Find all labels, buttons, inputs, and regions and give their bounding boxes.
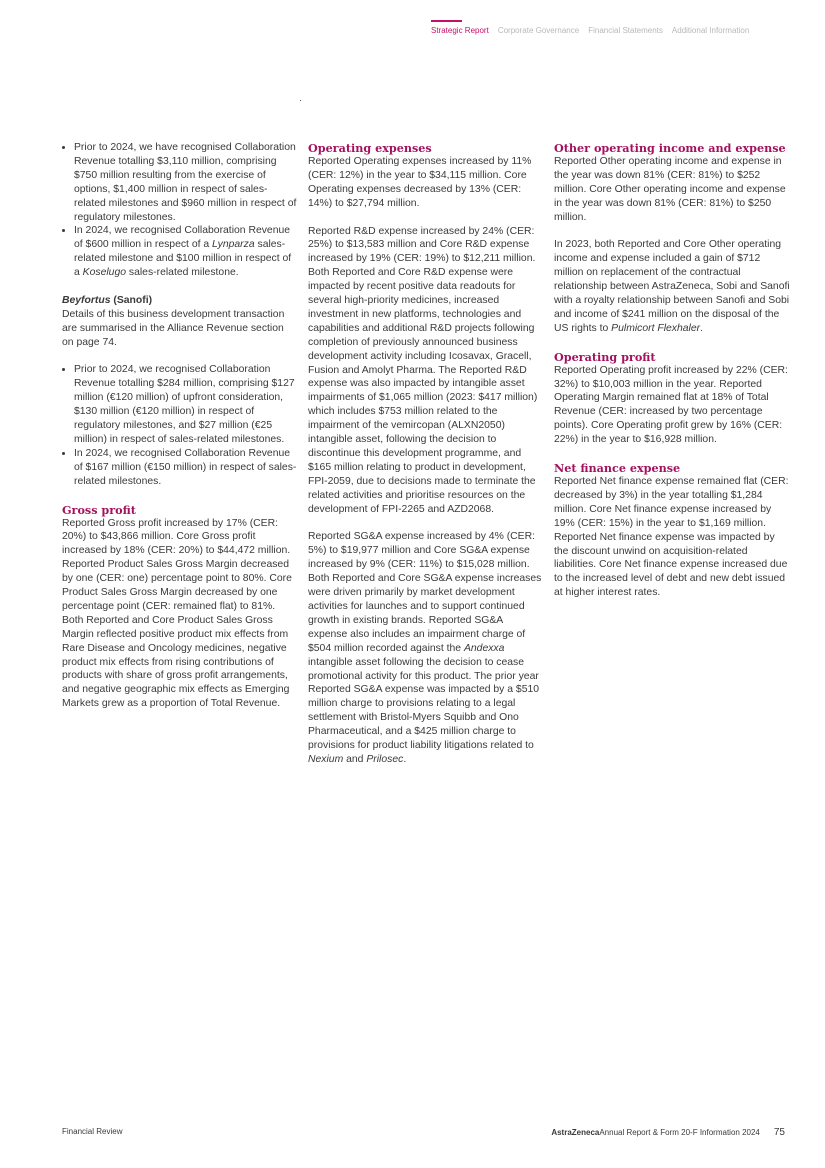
other-operating-income-heading: Other operating income and expense <box>554 141 786 155</box>
nav-corporate-governance[interactable]: Corporate Governance <box>497 26 580 35</box>
operating-expenses-heading: Operating expenses <box>308 141 432 155</box>
footer-section-label: Financial Review <box>62 1127 123 1136</box>
list-item: • Prior to 2024, we recognised Collaboration Revenue totalling $284 million, comprising $127 million (€120 million) of upfront consideration, $130 million (€120 million) in respect of regulatory milestones, and $27 million (€25 million) in respect of sales-related milestones. <box>74 363 298 446</box>
gross-profit-text: Reported Gross profit increased by 17% (CER: 20%) to $43,866 million. Core Gross profit increased by 18% (CER: 20%) to $44,472 million. Reported Product Sales Gross Margin decreased by one (CER: one) percentage point to 80%. Core Product Sales Gross Margin decreased by one percentage point (CER: remained flat) to 81%. Both Reported and Core Product Sales Gross Margin reflected positive product mix effects from Rare Disease and Oncology medicines, negative product mix effects from rising contributions of products with share of gross profit arrangements, and negative geographic mix effects as Emerging Markets grew as a proportion of Total Revenue. <box>62 517 292 710</box>
footer-report-title: Annual Report & Form 20-F Information 2024 <box>599 1128 760 1137</box>
operating-profit-heading: Operating profit <box>554 349 656 364</box>
column-2 <box>308 141 544 781</box>
product-name: Pulmicort Flexhaler <box>611 322 701 334</box>
nav-additional-information[interactable]: Additional Information <box>671 26 750 35</box>
list-item: • In 2024, we recognised Collaboration Revenue of $600 million in respect of a Lynparza sales-related milestone and $100 million in respect of a Koselugo sales-related milestone. <box>74 224 298 280</box>
column-1 <box>62 141 298 725</box>
product-name: Koselugo <box>82 267 127 279</box>
opex-paragraph-3: Reported SG&A expense increased by 4% (CER: 5%) to $19,977 million and Core SG&A expense increased by 9% (CER: 11%) to $15,028 million. Both Reported and Core SG&A expense increases were driven primarily by market development activities for launches and to support continued growth in existing brands. Reported SG&A expense also includes an impairment charge of $504 million recorded against the Andexxa intangible asset following the decision to cease promotional activity for this product. The prior year Reported SG&A expense was impacted by a $510 million charge to provisions relating to a legal settlement with Bristol-Myers Squibb and Ono Pharmaceutical, and a $425 million charge to provisions for product liability litigations related to Nexium and Prilosec. <box>308 531 542 765</box>
collaboration-revenue-list <box>62 141 298 280</box>
footer-report-info <box>551 1127 785 1138</box>
product-name: Lynparza <box>212 239 255 251</box>
opex-paragraph-2: Reported R&D expense increased by 24% (CER: 25%) to $13,583 million and Core R&D expense increased by 19% (CER: 19%) to $12,211 million. Both Reported and Core R&D expense were impacted by recent positive data readouts for several high-priority medicines, increased investment in new platforms, technologies and capabilities and additional R&D projects following completion of previously announced business development activity including Icosavax, Gracell, Fusion and Amolyt Pharma. The Reported R&D expense was also impacted by intangible asset impairments of $1,065 million (2023: $417 million) which includes $753 million related to the impairment of the vemircopan (ALXN2050) intangible asset, following the decision to discontinue this development programme, and $165 million relating to product in development, FPI-2059, due to decisions made to terminate the related activities and prioritise resources on the development of FPI-2265 and AZD2068. <box>308 225 538 515</box>
page-number: 75 <box>773 1127 785 1138</box>
net-finance-expense-heading: Net finance expense <box>554 460 681 475</box>
beyfortus-list <box>62 363 298 488</box>
product-name: Nexium <box>308 753 344 765</box>
column-3 <box>554 141 790 614</box>
stray-dot <box>300 100 301 101</box>
nav-strategic-report[interactable]: Strategic Report <box>431 20 489 35</box>
ooi-paragraph-1: Reported Other operating income and expense in the year was down 81% (CER: 81%) to $252 million. Core Other operating income and expense in the year was down 81% (CER: 81%) to $250 million. <box>554 156 786 223</box>
ooi-paragraph-2: In 2023, both Reported and Core Other operating income and expense included a gain of $712 million on replacement of the contractual relationship between AstraZeneca, Sobi and Sanofi with a royalty relationship between Sanofi and Sobi and income of $241 million on the disposal of the US rights to Pulmicort Flexhaler. <box>554 239 790 334</box>
list-item: • Prior to 2024, we have recognised Collaboration Revenue totalling $3,110 million, comprising $750 million resulting from the exercise of options, $1,400 million in respect of sales-related milestones and $960 million in respect of regulatory milestones. <box>74 141 298 224</box>
beyfortus-text: Details of this business development transaction are summarised in the Alliance Revenue section on page 74. <box>62 308 285 348</box>
product-name: Prilosec <box>366 753 404 765</box>
opex-paragraph-1: Reported Operating expenses increased by 11% (CER: 12%) in the year to $34,115 million. Core Operating expenses decreased by 13% (CER: 14%) to $27,794 million. <box>308 156 532 209</box>
gross-profit-heading: Gross profit <box>62 502 136 517</box>
nav-financial-statements[interactable]: Financial Statements <box>588 26 663 35</box>
operating-profit-text: Reported Operating profit increased by 22% (CER: 32%) to $10,003 million in the year. Reported Operating Margin remained flat at 18% of Total Revenue (CER: increased by two percentage points). Core Operating profit grew by 16% (CER: 22%) in the year to $16,928 million. <box>554 364 788 446</box>
beyfortus-heading: Beyfortus (Sanofi) <box>62 294 153 306</box>
top-navigation <box>431 20 749 35</box>
product-name: Andexxa <box>463 642 505 654</box>
list-item: • In 2024, we recognised Collaboration Revenue of $167 million (€150 million) in respect of sales-related milestones. <box>74 447 298 489</box>
footer-brand: AstraZeneca <box>551 1128 600 1137</box>
net-finance-expense-text: Reported Net finance expense remained flat (CER: decreased by 3%) in the year totalling $1,284 million. Core Net finance expense increased by 19% (CER: 15%) in the year to $1,169 million. Reported Net finance expense was impacted by the discount unwind on acquisition-related liabilities. Core Net finance expense increased due to the increased level of debt and new debt issued at higher interest rates. <box>554 475 789 599</box>
